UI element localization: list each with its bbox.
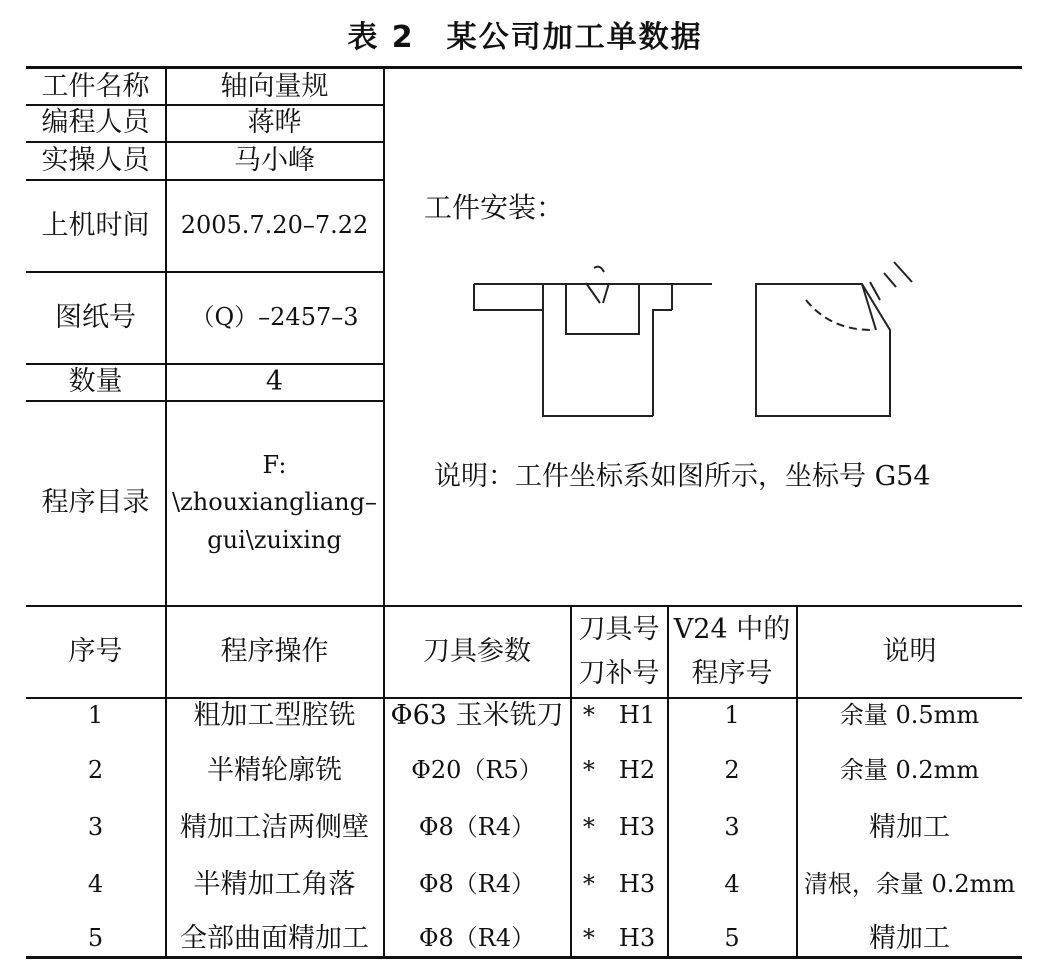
row-tool-no: * H3 [582,924,656,953]
row-seq: 1 [87,701,104,730]
info-label-drawing-no: 图纸号 [55,301,136,333]
row-tool: Φ8（R4） [418,870,536,899]
row-note: 余量 0.2mm [839,756,980,785]
row-seq: 4 [87,870,104,899]
row-tool: Φ63 玉米铣刀 [390,700,564,732]
header-note: 说明 [882,635,937,667]
info-value-program-dir [166,401,383,605]
install-title: 工件安装： [424,191,565,224]
row-operation: 全部曲面精加工 [180,923,369,955]
row-tool: Φ8（R4） [418,813,536,842]
install-description: 说明：工件坐标系如图所示，坐标号 G54 [434,461,931,492]
row-operation: 粗加工型腔铣 [193,700,356,732]
row-operation: 半精加工角落 [193,869,356,901]
header-operation: 程序操作 [220,635,329,667]
row-tool-no: * H3 [582,870,656,899]
row-tool-no: * H1 [582,701,656,730]
program-dir-line: gui\zuixing [207,525,342,554]
row-tool: Φ8（R4） [418,924,536,953]
info-label-part-name: 工件名称 [41,70,150,102]
info-value-machine-time: 2005.7.20–7.22 [180,210,369,239]
row-seq: 2 [87,756,104,785]
info-value-operator: 马小峰 [234,144,315,176]
header-tool-no-line: 刀补号 [578,657,660,689]
row-tool: Φ20（R5） [411,756,543,785]
header-tool-no-line: 刀具号 [578,614,660,646]
bottom-rule [26,956,1022,959]
program-dir-line: \zhouxiangliang– [172,488,377,517]
row-note: 精加工 [869,923,950,955]
header-program-no-line: V24 中的 [673,614,791,646]
info-value-part-name: 轴向量规 [220,70,329,102]
row-program: 3 [724,813,740,842]
row-tool-no: * H2 [582,756,656,785]
row-note: 余量 0.5mm [839,701,980,730]
header-tool-no [571,606,667,697]
workpiece-setup-diagram [384,250,984,430]
row-operation: 半精轮廓铣 [207,755,342,787]
row-program: 4 [724,870,740,899]
table-title: 表 2 某公司加工单数据 [347,20,703,55]
info-label-operator: 实操人员 [41,144,150,176]
info-value-programmer: 蒋晔 [247,107,302,139]
info-label-machine-time: 上机时间 [41,209,150,241]
row-seq: 3 [87,813,104,842]
program-dir-line: F: [262,451,287,480]
row-program: 2 [724,756,740,785]
row-operation: 精加工洁两侧壁 [180,812,369,844]
info-value-quantity: 4 [265,366,284,398]
row-program: 5 [724,924,740,953]
info-label-programmer: 编程人员 [41,107,150,139]
row-program: 1 [724,701,740,730]
row-note: 清根，余量 0.2mm [803,870,1016,899]
header-program-no-line: 程序号 [691,657,773,689]
info-label-quantity: 数量 [68,366,123,398]
header-seq: 序号 [68,635,123,667]
row-note: 精加工 [869,812,950,844]
row-seq: 5 [87,924,104,953]
row-tool-no: * H3 [582,813,656,842]
header-tool-params: 刀具参数 [423,635,531,667]
info-value-drawing-no: （Q）–2457–3 [190,302,359,331]
header-program-no [668,606,796,697]
info-label-program-dir: 程序目录 [41,487,150,519]
